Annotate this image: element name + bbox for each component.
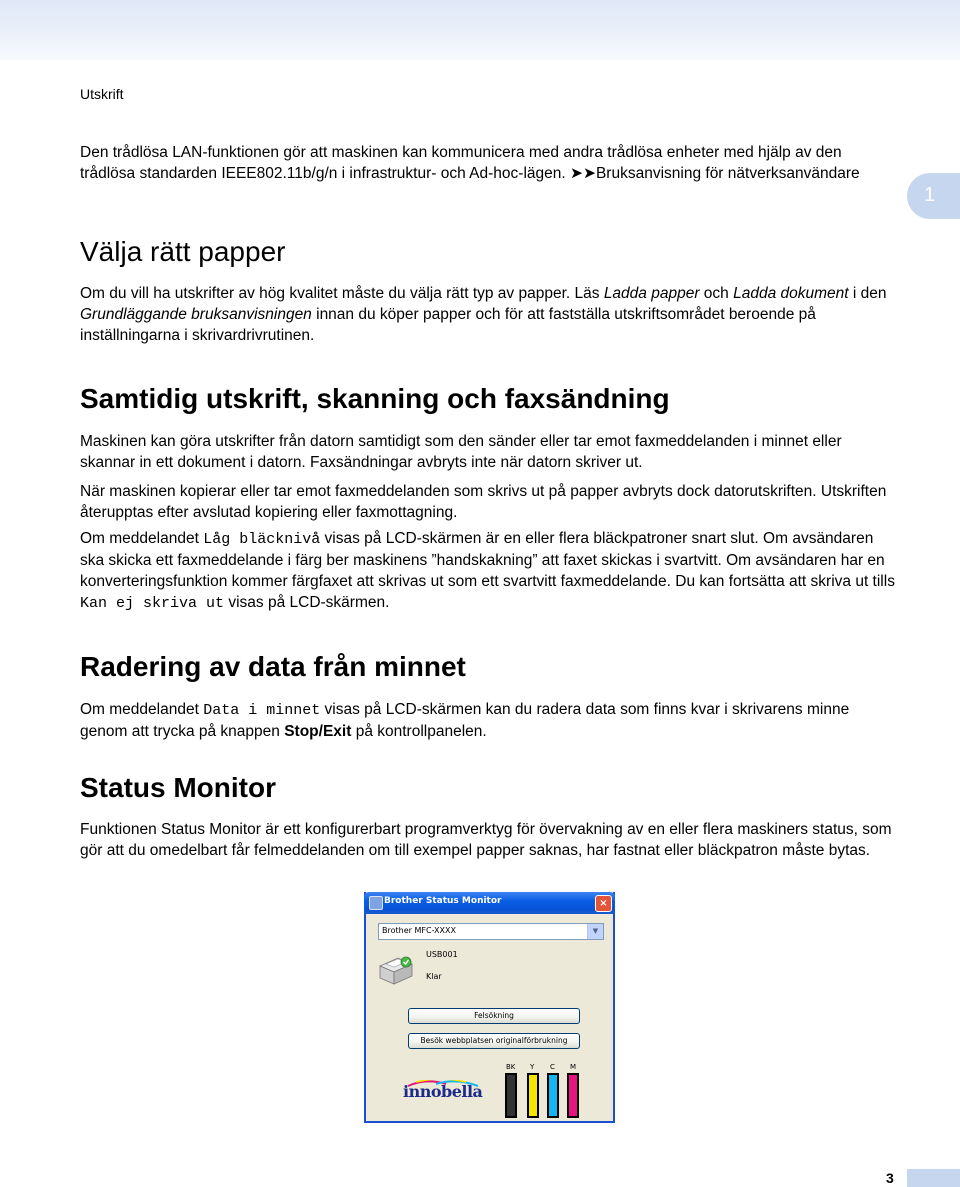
lcd-message-data-in-memory: Data i minnet bbox=[203, 702, 321, 719]
text: innan du köper papper och för att fastställa utskriftsområdet beroende på inställningarna i skrivardrivrutinen. bbox=[80, 306, 816, 344]
intro-block bbox=[80, 142, 900, 184]
text: visas på LCD-skärmen. bbox=[224, 594, 390, 611]
status-paragraph: Funktionen Status Monitor är ett konfigurerbart programverktyg för övervakning av en eller flera maskiners status, som gör att du omedelbart får felmeddelanden om till exempel papper saknas, har fastnat eller bläckpatron måste bytas. bbox=[80, 821, 892, 859]
text: och bbox=[699, 285, 734, 302]
logo-text: innobella bbox=[403, 1082, 483, 1101]
ink-fill-m bbox=[569, 1075, 577, 1116]
chapter-number: 1 bbox=[924, 184, 936, 206]
window-title: Brother Status Monitor bbox=[384, 896, 502, 906]
printer-icon bbox=[376, 954, 416, 986]
ref-basic-guide: Grundläggande bruksanvisningen bbox=[80, 306, 312, 323]
ink-gauge-bk bbox=[505, 1073, 517, 1118]
ink-gauge-c bbox=[547, 1073, 559, 1118]
erase-body bbox=[80, 699, 900, 742]
lcd-message-cannot-print: Kan ej skriva ut bbox=[80, 595, 225, 612]
page-number: 3 bbox=[886, 1170, 894, 1186]
intro-text: Den trådlösa LAN-funktionen gör att maskinen kan kommunicera med andra trådlösa enheter med hjälp av den trådlösa standarden IEEE802.11b/g/n i infrastruktur- och Ad-hoc-lägen. bbox=[80, 144, 842, 182]
visit-website-button[interactable]: Besök webbplatsen originalförbrukning bbox=[408, 1033, 580, 1049]
ink-label-c: C bbox=[550, 1063, 555, 1071]
status-monitor-window bbox=[364, 892, 615, 1123]
section-paper bbox=[80, 236, 900, 268]
key-stop-exit: Stop/Exit bbox=[284, 723, 352, 740]
heading-erase: Radering av data från minnet bbox=[80, 651, 466, 682]
simultaneous-p3 bbox=[80, 528, 900, 614]
troubleshoot-button[interactable]: Felsökning bbox=[408, 1008, 580, 1024]
text: i den bbox=[848, 285, 887, 302]
simultaneous-body bbox=[80, 431, 900, 473]
ink-fill-bk bbox=[507, 1075, 515, 1116]
heading-simultaneous: Samtidig utskrift, skanning och faxsändning bbox=[80, 383, 670, 414]
text: Om du vill ha utskrifter av hög kvalitet måste du välja rätt typ av papper. Läs bbox=[80, 285, 604, 302]
top-banner bbox=[0, 0, 960, 60]
device-status: Klar bbox=[426, 972, 442, 981]
chapter-tab bbox=[907, 173, 960, 219]
ink-label-y: Y bbox=[530, 1063, 535, 1071]
app-icon bbox=[369, 896, 383, 910]
running-header: Utskrift bbox=[80, 86, 124, 102]
simultaneous-body-3 bbox=[80, 528, 900, 614]
ref-load-documents: Ladda dokument bbox=[733, 285, 849, 302]
chevron-down-icon[interactable]: ▼ bbox=[587, 924, 603, 939]
section-status bbox=[80, 772, 900, 804]
intro-paragraph bbox=[80, 142, 900, 184]
erase-paragraph bbox=[80, 699, 900, 742]
ink-fill-y bbox=[529, 1075, 537, 1116]
text: Om meddelandet bbox=[80, 701, 204, 718]
heading-paper: Välja rätt papper bbox=[80, 236, 286, 267]
section-simultaneous bbox=[80, 383, 900, 415]
text: visas på LCD-skärmen är en eller flera bläckpatroner snart slut. Om avsändaren ska skicka ett faxmeddelande i färg ber maskinens ”handskakning” att faxet skickas i svartvitt. Om avsändaren har en konverteringsfunktion kommer färgfaxet att skrivas ut som ett svartvitt faxmeddelande. Du kan fortsätta att skriva ut tills bbox=[80, 530, 895, 590]
page-tab bbox=[907, 1169, 960, 1187]
status-body bbox=[80, 819, 900, 861]
close-button[interactable]: × bbox=[595, 895, 612, 912]
reference-arrows-icon: ➤➤ bbox=[569, 165, 596, 182]
ink-fill-c bbox=[549, 1075, 557, 1116]
port-label: USB001 bbox=[426, 950, 458, 959]
ink-label-bk: BK bbox=[506, 1063, 516, 1071]
paper-paragraph bbox=[80, 283, 900, 346]
lcd-message-low-ink: Låg bläcknivå bbox=[203, 531, 321, 548]
device-select[interactable] bbox=[378, 923, 604, 940]
intro-reference: Bruksanvisning för nätverksanvändare bbox=[595, 165, 860, 182]
ink-gauge-y bbox=[527, 1073, 539, 1118]
ink-gauge-m bbox=[567, 1073, 579, 1118]
text: visas på LCD-skärmen kan du radera data som finns kvar i skrivarens minne genom att trycka på knappen bbox=[80, 701, 850, 740]
window-titlebar[interactable] bbox=[364, 892, 615, 914]
text: på kontrollpanelen. bbox=[351, 723, 487, 740]
simultaneous-p2: När maskinen kopierar eller tar emot faxmeddelanden som skrivs ut på papper avbryts dock datorutskriften. Utskriften återupptas efter avslutad kopiering eller faxmottagning. bbox=[80, 483, 887, 521]
simultaneous-body-2 bbox=[80, 481, 900, 523]
paper-body bbox=[80, 283, 900, 346]
section-erase bbox=[80, 651, 900, 683]
ref-load-paper: Ladda papper bbox=[603, 285, 700, 302]
heading-status: Status Monitor bbox=[80, 772, 276, 803]
simultaneous-p1: Maskinen kan göra utskrifter från datorn samtidigt som den sänder eller tar emot faxmeddelanden i minnet eller skannar in ett dokument i datorn. Faxsändningar avbryts inte när datorn skriver ut. bbox=[80, 433, 842, 471]
text: Om meddelandet bbox=[80, 530, 204, 547]
ink-label-m: M bbox=[570, 1063, 577, 1071]
device-select-value: Brother MFC-XXXX bbox=[382, 926, 456, 935]
